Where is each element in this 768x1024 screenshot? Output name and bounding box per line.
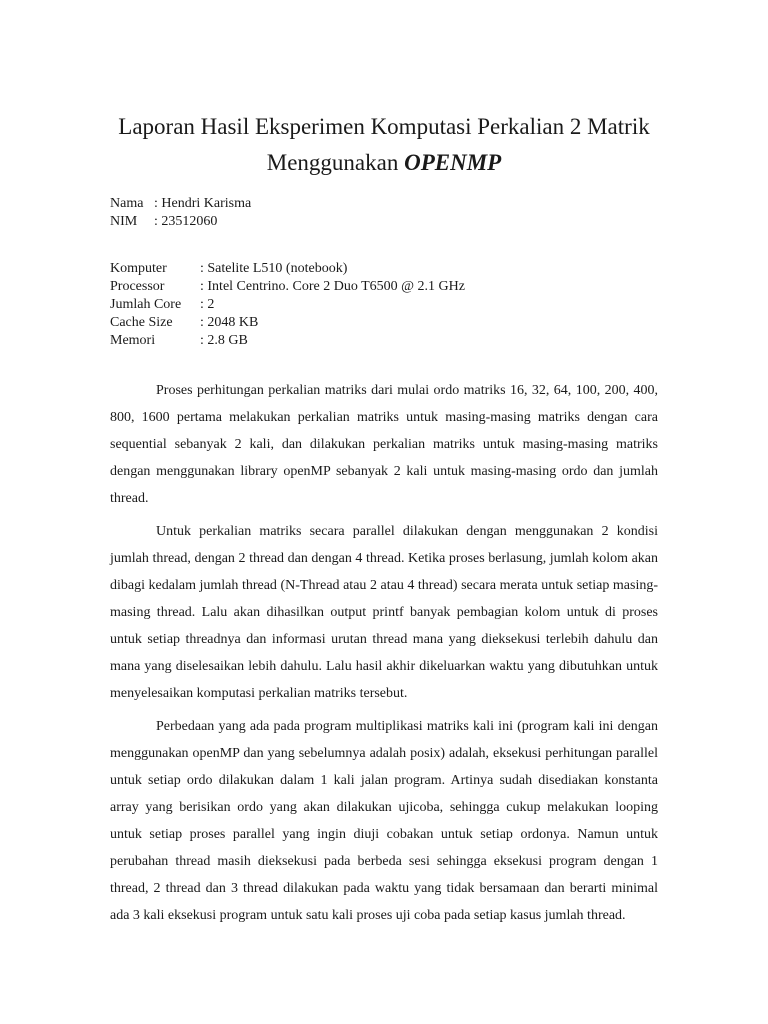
document-title-line-2 [80, 151, 688, 174]
spec-value: : Satelite L510 (notebook) [200, 261, 348, 276]
identity-value: : Hendri Karisma [154, 196, 252, 211]
identity-value: : 23512060 [154, 214, 218, 229]
spec-row-jumlah-core [110, 296, 465, 314]
spec-key: Processor [110, 279, 165, 294]
spec-row-cache-size [110, 314, 465, 332]
spec-key: Jumlah Core [110, 297, 182, 312]
spec-value: : 2 [200, 297, 215, 312]
spec-block [110, 260, 465, 350]
spec-key: Komputer [110, 261, 167, 276]
paragraph: Perbedaan yang ada pada program multiplikasi matriks kali ini (program kali ini dengan menggunakan openMP dan yang sebelumnya adalah posix) adalah, eksekusi perhitungan parallel untuk setiap ordo dilakukan dalam 1 kali jalan program. Artinya sudah disediakan konstanta array yang berisikan ordo yang akan dilakukan ujicoba, sehingga cukup melakukan looping untuk setiap proses parallel yang ingin diuji cobakan untuk setiap ordonya. Namun untuk perubahan thread masih dieksekusi pada berbeda sesi sehingga eksekusi program dengan 1 thread, 2 thread dan 3 thread dilakukan pada waktu yang tidak bersamaan dan berarti minimal ada 3 kali eksekusi program untuk satu kali proses uji coba pada setiap kasus jumlah thread. [110, 719, 658, 923]
spec-value: : 2048 KB [200, 315, 259, 330]
identity-key: NIM [110, 214, 138, 229]
title-prefix: Menggunakan [266, 150, 405, 175]
identity-row-nim [110, 213, 251, 231]
paragraph: Proses perhitungan perkalian matriks dari mulai ordo matriks 16, 32, 64, 100, 200, 400, 800, 1600 pertama melakukan perkalian matriks untuk masing-masing matriks dengan cara sequential sebanyak 2 kali, dan dilakukan perkalian matriks untuk masing-masing matriks dengan menggunakan library openMP sebanyak 2 kali untuk masing-masing ordo dan jumlah thread. [110, 383, 658, 506]
title-emphasis: OPENMP [404, 150, 502, 175]
document-title-line-1: Laporan Hasil Eksperimen Komputasi Perkalian 2 Matrik [118, 114, 650, 139]
identity-row-name [110, 195, 251, 213]
identity-block [110, 195, 251, 231]
spec-row-komputer [110, 260, 465, 278]
spec-key: Memori [110, 333, 156, 348]
spec-value: : 2.8 GB [200, 333, 248, 348]
spec-value: : Intel Centrino. Core 2 Duo T6500 @ 2.1 GHz [200, 279, 465, 294]
identity-key: Nama [110, 196, 144, 211]
body-text [110, 377, 658, 935]
spec-key: Cache Size [110, 315, 173, 330]
spec-row-processor [110, 278, 465, 296]
spec-row-memori [110, 332, 465, 350]
paragraph: Untuk perkalian matriks secara parallel dilakukan dengan menggunakan 2 kondisi jumlah thread, dengan 2 thread dan dengan 4 thread. Ketika proses berlasung, jumlah kolom akan dibagi kedalam jumlah thread (N-Thread atau 2 atau 4 thread) secara merata untuk setiap masing-masing thread. Lalu akan dihasilkan output printf banyak pembagian kolom untuk di proses untuk setiap threadnya dan informasi urutan thread mana yang dieksekusi terlebih dahulu dan mana yang diselesaikan lebih dahulu. Lalu hasil akhir dikeluarkan waktu yang dibutuhkan untuk menyelesaikan komputasi perkalian matriks tersebut. [110, 524, 658, 701]
